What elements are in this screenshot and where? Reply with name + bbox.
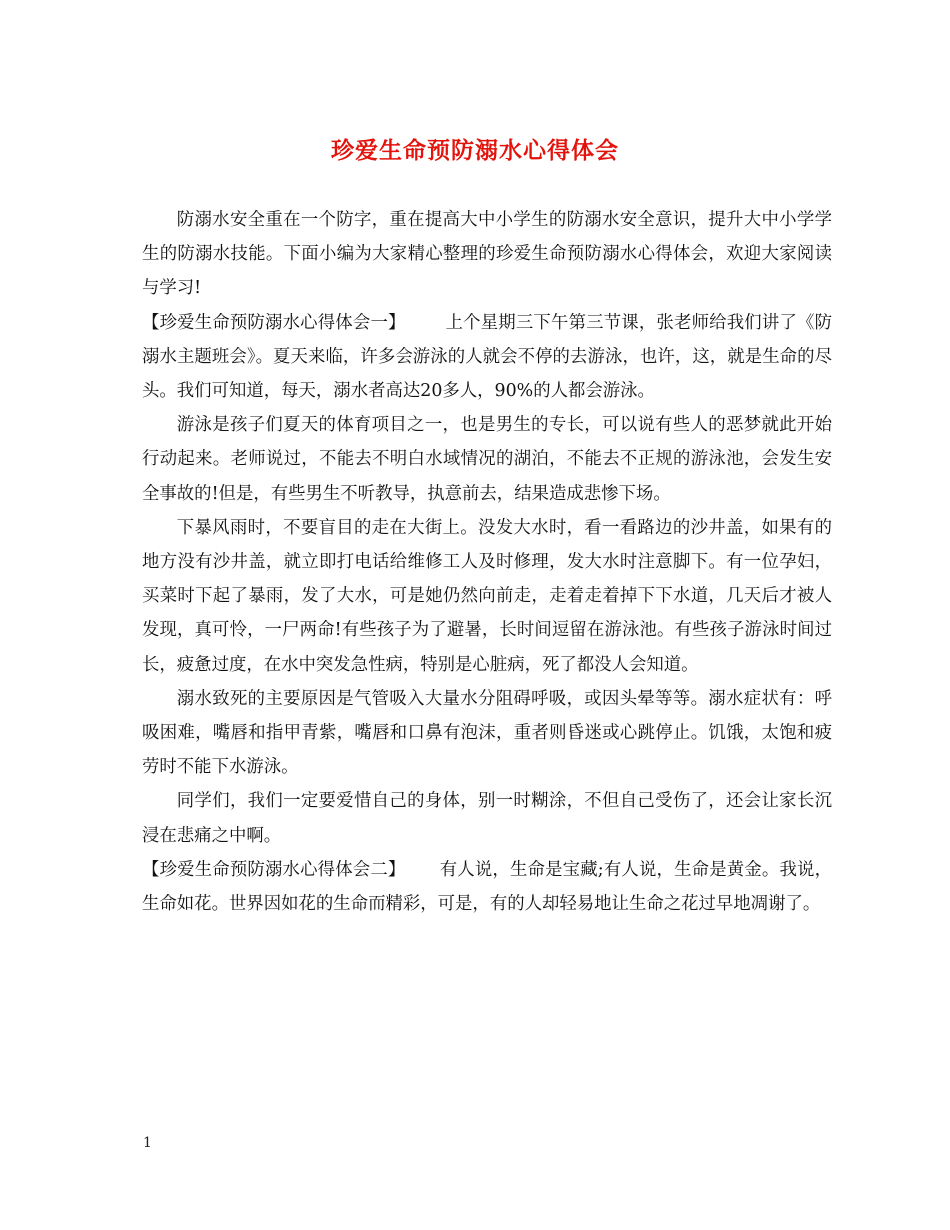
section-one-heading: 【珍爱生命预防溺水心得体会一】 [142,312,406,333]
body-paragraph-storm: 下暴风雨时，不要盲目的走在大街上。没发大水时，看一看路边的沙井盖，如果有的地方没有沙井盖，就立即打电话给维修工人及时修理，发大水时注意脚下。有一位孕妇，买菜时下起了暴雨，发了大水，可是她仍然向前走，走着走着掉下下水道，几天后才被人发现，真可怜，一尸两命!有些孩子为了避暑，长时间逗留在游泳池。有些孩子游泳时间过长，疲惫过度，在水中突发急性病，特别是心脏病，死了都没人会知道。 [142,517,832,675]
section-two-text: 有人说，生命是宝藏;有人说，生命是黄金。我说，生命如花。世界因如花的生命而精彩，可是，有的人却轻易地让生命之花过早地凋谢了。 [142,859,832,915]
page-number: 1 [143,1135,152,1151]
section-two-paragraph [142,853,832,921]
intro-paragraph: 防溺水安全重在一个防字，重在提高大中小学生的防溺水安全意识，提升大中小学学生的防溺水技能。下面小编为大家精心整理的珍爱生命预防溺水心得体会，欢迎大家阅读与学习! [142,210,832,299]
section-two-heading: 【珍爱生命预防溺水心得体会二】 [142,859,406,880]
document-title: 珍爱生命预防溺水心得体会 [331,137,619,164]
body-paragraph-appeal: 同学们，我们一定要爱惜自己的身体，别一时糊涂，不但自己受伤了，还会让家长沉浸在悲痛之中啊。 [142,791,832,846]
document-body [142,203,832,921]
body-paragraph-causes: 溺水致死的主要原因是气管吸入大量水分阻碍呼吸，或因头晕等等。溺水症状有：呼吸困难，嘴唇和指甲青紫，嘴唇和口鼻有泡沫，重者则昏迷或心跳停止。饥饿，太饱和疲劳时不能下水游泳。 [142,688,832,778]
section-one-paragraph [142,306,832,409]
body-paragraph-swimming: 游泳是孩子们夏天的体育项目之一，也是男生的专长，可以说有些人的恶梦就此开始行动起来。老师说过，不能去不明白水域情况的湖泊，不能去不正规的游泳池，会发生安全事故的!但是，有些男生不听教导，执意前去，结果造成悲惨下场。 [142,415,832,504]
section-one-text: 上个星期三下午第三节课，张老师给我们讲了《防溺水主题班会》。夏天来临，许多会游泳的人就会不停的去游泳，也许，这，就是生命的尽头。我们可知道，每天，溺水者高达20多人，90%的人都会游泳。 [142,312,832,402]
